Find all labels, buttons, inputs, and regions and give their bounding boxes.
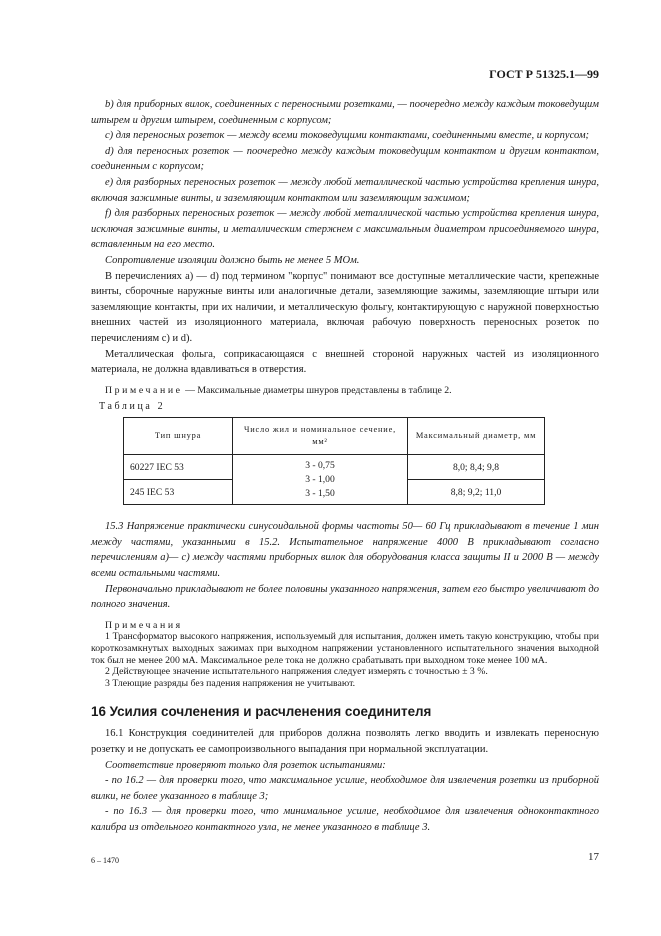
compliance-check: Соответствие проверяют только для розеток испытаниями:: [105, 759, 386, 771]
table-header-cord-type: Тип шнура: [124, 418, 233, 455]
page-number: 17: [588, 851, 599, 863]
clause-16-1: 16.1 Конструкция соединителей для приборов должна позволять легко вводить и извлекать переносную розетку и не допускать ее самопроизвольного выпадания при нормальной эксплуатации.: [91, 728, 599, 755]
section-16-heading: 16 Усилия сочленения и расчленения соединителя: [91, 704, 432, 720]
notes-label: Примечания: [105, 619, 183, 631]
foil-paragraph: Металлическая фольга, соприкасающаяся с внешней стороной наружных частей из изоляционного материала, не должна вдавливаться в отверстия.: [91, 348, 599, 376]
clause-15-3: 15.3 Напряжение практически синусоидальной формы частоты 50— 60 Гц прикладывают в течение 1 мин между частями, указанными в 15.2. Испытательное напряжение 4000 В прикладывают согласно перечислениям а)— с) между частями приборных вилок для оборудования класса защиты II и 2000 В — между всеми остальными частями.: [91, 521, 599, 580]
check-item-16-3: - по 16.3 — для проверки того, что минимальное усилие, необходимое для извлечения одноконтактного калибра из отдельного контактного узла, не менее указанного в таблице 3.: [91, 806, 599, 833]
note-label: Примечание: [105, 384, 183, 396]
list-item-b: b) для приборных вилок, соединенных с переносными розетками, — поочередно между каждым токоведущим штырем и другим штырем, соединенным с корпусом;: [91, 99, 599, 126]
list-item-d: d) для переносных розеток — поочередно между каждым токоведущим контактом и другим контактом, соединенным с корпусом;: [91, 145, 599, 173]
check-item-16-2: - по 16.2 — для проверки того, что максимальное усилие, необходимое для извлечения розетки из приборной вилки, не более указанного в таблице 3;: [91, 775, 599, 802]
table-cell-diameter: 8,0; 8,4; 9,8: [408, 455, 545, 480]
table-header-row: [124, 418, 545, 455]
table-header-cores-section: Число жил и номинальное сечение, мм²: [233, 418, 408, 455]
table-2-title: Таблица 2: [99, 401, 166, 413]
document-id: ГОСТ Р 51325.1—99: [489, 67, 599, 81]
print-code: 6 – 1470: [91, 856, 119, 865]
insulation-requirement: Сопротивление изоляции должно быть не менее 5 МОм.: [105, 254, 360, 266]
table-cell-cord-type: 245 IEC 53: [124, 480, 233, 505]
table-2: [123, 417, 545, 505]
note-text: — Максимальные диаметры шнуров представлены в таблице 2.: [185, 384, 452, 396]
page-body: [91, 97, 599, 836]
list-item-e: e) для разборных переносных розеток — между любой металлической частью устройства крепления шнура, включая зажимные винты, и заземляющим контактом или заземляющим зажимом;: [91, 176, 599, 204]
note-item-3: 3 Тлеющие разряды без падения напряжения не учитывают.: [105, 677, 356, 689]
note-item-2: 2 Действующее значение испытательного напряжения следует измерять с точностью ± 3 %.: [105, 666, 488, 678]
table-cell-cord-type: 60227 IEC 53: [124, 455, 233, 480]
table-header-max-diameter: Максимальный диаметр, мм: [408, 418, 545, 455]
note-item-1: 1 Трансформатор высокого напряжения, используемый для испытания, должен иметь такую конструкцию, чтобы при короткозамкнутых выходных зажимах при выходном напряжении установленного испытательного значения выходной ток был не менее 200 мА. Максимальное реле тока не должно срабатывать при выходном токе менее 100 мА.: [91, 631, 599, 666]
list-item-f: f) для разборных переносных розеток — между любой металлической частью устройства крепления шнура, исключая зажимные винты, и металлическим стержнем с максимальным диаметром присоединяемого шнура, вставленным на его место.: [91, 208, 599, 251]
list-item-c: c) для переносных розеток — между всеми токоведущими контактами, соединенными вместе, и корпусом;: [105, 130, 590, 142]
table-cell-diameter: 8,8; 9,2; 11,0: [408, 480, 545, 505]
section-value: 3 - 1,50: [305, 487, 335, 499]
section-value: 3 - 0,75: [305, 459, 335, 471]
table-row: [124, 455, 545, 480]
enumeration-paragraph: В перечислениях а) — d) под термином "корпус" понимают все доступные металлические части, крепежные винты, сборочные наружные винты или аналогичные детали, заземляющие зажимы, заземляющие штыри или заземляющие контакты, при их наличии, и металлическую фольгу, контактирующую с наружной поверхностью внешних частей из изоляционного материала, включая рабочую поверхность переносных розеток по перечислениям с) и d).: [91, 270, 599, 344]
table-cell-sections: [233, 455, 408, 505]
initial-voltage-paragraph: Первоначально прикладывают не более половины указанного напряжения, затем его быстро увеличивают до полного значения.: [91, 583, 599, 611]
section-value: 3 - 1,00: [305, 473, 335, 485]
note-table-reference: [91, 385, 599, 397]
